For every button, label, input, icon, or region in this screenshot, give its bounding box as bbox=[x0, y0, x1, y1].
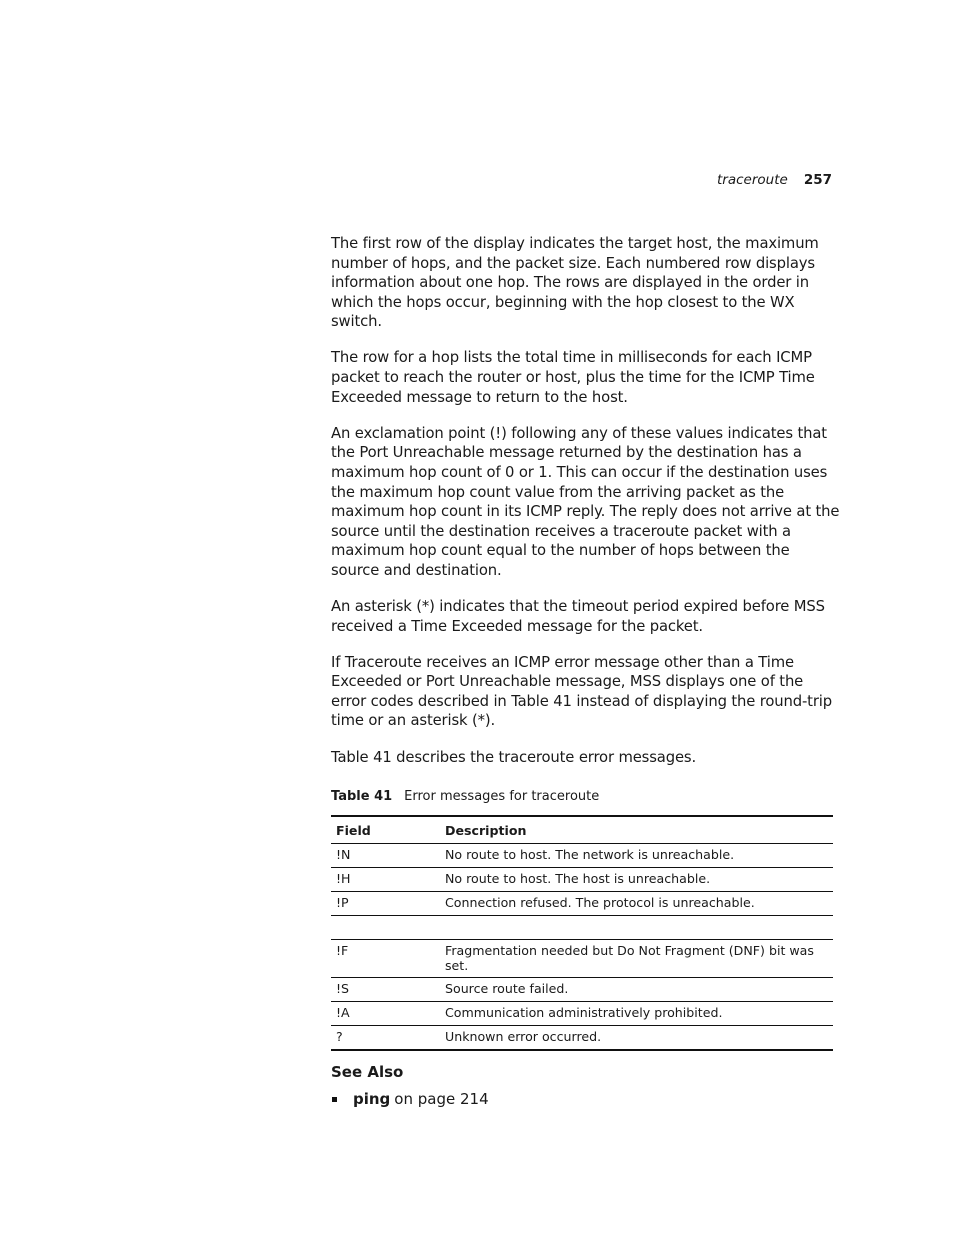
table-cell-description bbox=[440, 916, 833, 940]
paragraph-icmp-error: If Traceroute receives an ICMP error message other than a Time Exceeded or Port Unreachable message, MSS displays one of the error codes described in Table 41 instead of displaying the round-trip time or an asterisk (*). bbox=[331, 653, 832, 730]
paragraph-exclamation: An exclamation point (!) following any of these values indicates that the Port Unreachable message returned by the destination has a maximum hop count of 0 or 1. This can occur if the destination uses the maximum hop count value from the arriving packet as the maximum hop count in its ICMP reply. The reply does not arrive at the source until the destination receives a traceroute packet with a maximum hop count equal to the number of hops between the source and destination. bbox=[331, 424, 840, 579]
table-cell-field: !H bbox=[331, 868, 440, 892]
table-cell-description: Connection refused. The protocol is unreachable. bbox=[440, 892, 833, 916]
table-cell-description: Communication administratively prohibited. bbox=[440, 1002, 833, 1026]
table-cell-field: !N bbox=[331, 844, 440, 868]
column-header-field: Field bbox=[331, 816, 440, 844]
paragraph-first-row: The first row of the display indicates the target host, the maximum number of hops, and the packet size. Each numbered row displays information about one hop. The rows are displayed in the order in which the hops occur, beginning with the hop closest to the WX switch. bbox=[331, 235, 819, 331]
table-row bbox=[331, 844, 833, 868]
paragraph-table-intro: Table 41 describes the traceroute error messages. bbox=[331, 748, 697, 766]
table-cell-description: Source route failed. bbox=[440, 978, 833, 1002]
table-caption-text: Error messages for traceroute bbox=[404, 789, 600, 805]
paragraph-asterisk: An asterisk (*) indicates that the timeout period expired before MSS received a Time Exceeded message for the packet. bbox=[331, 598, 825, 635]
table-cell-field: !P bbox=[331, 892, 440, 916]
bullet-square-icon bbox=[332, 1097, 337, 1102]
table-cell-description: No route to host. The network is unreachable. bbox=[440, 844, 833, 868]
table-row-empty bbox=[331, 916, 833, 940]
table-cell-field: !S bbox=[331, 978, 440, 1002]
see-also-link-ping[interactable]: ping bbox=[353, 1090, 391, 1109]
table-row bbox=[331, 978, 833, 1002]
table-cell-description: No route to host. The host is unreachable. bbox=[440, 868, 833, 892]
table-cell-description: Fragmentation needed but Do Not Fragment (DNF) bit was set. bbox=[440, 940, 833, 978]
see-also-item bbox=[331, 1089, 841, 1109]
table-row bbox=[331, 892, 833, 916]
see-also-page-ref: on page 214 bbox=[394, 1090, 489, 1109]
table-row bbox=[331, 1026, 833, 1051]
table-row bbox=[331, 940, 833, 978]
table-header-row bbox=[331, 816, 833, 844]
see-also-heading: See Also bbox=[331, 1063, 404, 1082]
table-cell-field bbox=[331, 916, 440, 940]
error-messages-table bbox=[331, 815, 833, 1051]
paragraph-hop-row: The row for a hop lists the total time in milliseconds for each ICMP packet to reach the router or host, plus the time for the ICMP Time Exceeded message to return to the host. bbox=[331, 349, 815, 406]
page-number: 257 bbox=[803, 172, 832, 188]
table-caption bbox=[331, 789, 841, 805]
running-header-section: traceroute bbox=[717, 172, 788, 188]
table-caption-label: Table 41 bbox=[331, 789, 393, 805]
table-cell-field: !F bbox=[331, 940, 440, 978]
page-content bbox=[331, 234, 841, 1109]
page-header bbox=[717, 171, 832, 189]
table-cell-field: !A bbox=[331, 1002, 440, 1026]
column-header-description: Description bbox=[440, 816, 833, 844]
table-cell-field: ? bbox=[331, 1026, 440, 1051]
table-row bbox=[331, 1002, 833, 1026]
table-cell-description: Unknown error occurred. bbox=[440, 1026, 833, 1051]
table-row bbox=[331, 868, 833, 892]
